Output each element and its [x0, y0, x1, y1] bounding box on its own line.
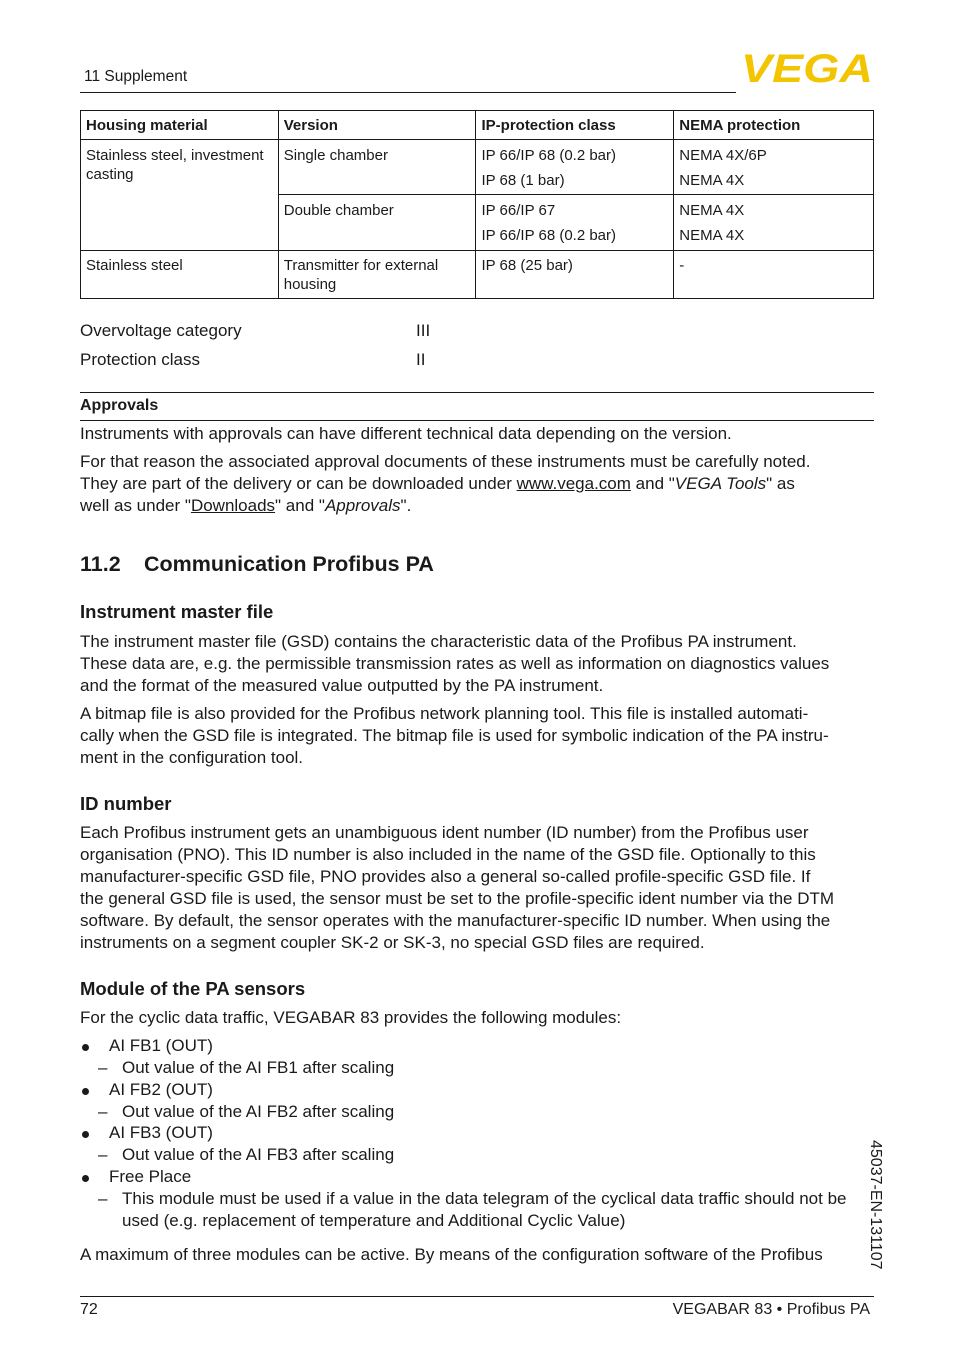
approvals-title: Approvals — [80, 397, 159, 414]
page-number: 72 — [80, 1301, 98, 1318]
nema-value: NEMA 4X/6P — [679, 147, 767, 164]
text-span: well as under " — [80, 496, 191, 515]
spec-value-overvoltage: III — [416, 321, 431, 340]
document-name: VEGABAR 83 • Profibus PA — [672, 1301, 870, 1318]
cell-version: Double chamber — [278, 195, 476, 251]
cell-material: Stainless steel, investment casting — [81, 140, 279, 251]
cell-ip — [476, 140, 674, 195]
text-line: Each Profibus instrument gets an unambiguous ident number (ID number) from the Profibus user — [80, 823, 809, 842]
bullet-icon — [82, 1131, 89, 1138]
approvals-top-rule — [80, 392, 874, 393]
master-file-paragraph-2 — [80, 703, 880, 769]
col-nema: NEMA protection — [674, 111, 874, 140]
header-rule — [80, 92, 736, 93]
ip-value: IP 66/IP 67 — [481, 202, 556, 219]
document-code — [867, 1140, 902, 1290]
modules-closing: A maximum of three modules can be active. By means of the configuration software of the Profibus — [80, 1245, 823, 1264]
master-file-heading: Instrument master file — [80, 601, 274, 622]
cell-ip: IP 68 (25 bar) — [476, 251, 674, 299]
cell-ip — [476, 195, 674, 251]
approvals-bottom-rule — [80, 420, 874, 421]
ip-value: IP 66/IP 68 (0.2 bar) — [481, 147, 617, 164]
housing-table — [80, 110, 874, 299]
cell-version: Single chamber — [278, 140, 476, 195]
ip-value: IP 66/IP 68 (0.2 bar) — [481, 227, 617, 244]
table-row — [81, 140, 874, 195]
module-label: AI FB2 (OUT) — [109, 1080, 213, 1099]
module-description: Out value of the AI FB3 after scaling — [122, 1145, 395, 1164]
col-housing-material: Housing material — [81, 111, 279, 140]
col-ip-class: IP-protection class — [476, 111, 674, 140]
downloads-link[interactable]: Downloads — [190, 496, 276, 515]
nema-value: NEMA 4X — [679, 202, 745, 219]
dash-marker: – — [98, 1102, 108, 1121]
spec-label-overvoltage: Overvoltage category — [80, 321, 242, 340]
bullet-icon — [82, 1088, 89, 1095]
module-description: Out value of the AI FB2 after scaling — [122, 1102, 395, 1121]
module-label: Free Place — [109, 1167, 192, 1186]
dash-marker: – — [98, 1145, 108, 1164]
text-line: The instrument master file (GSD) contains the characteristic data of the Profibus PA instrument. — [80, 632, 797, 651]
text-line: and the format of the measured value outputted by the PA instrument. — [80, 676, 604, 695]
spec-value-protection: II — [416, 350, 426, 369]
ip-value: IP 68 (1 bar) — [481, 172, 565, 189]
table-row — [81, 251, 874, 299]
text-line: cally when the GSD file is integrated. The bitmap file is used for symbolic indication of the PA instru- — [80, 726, 829, 745]
running-header: 11 Supplement — [84, 68, 188, 85]
text-span: ". — [400, 496, 412, 515]
module-description: This module must be used if a value in the data telegram of the cyclical data traffic should not be used (e.g. replacement of temperature and Additional Cyclic Value) — [122, 1189, 847, 1230]
id-number-heading: ID number — [80, 793, 172, 814]
text-line — [80, 495, 880, 517]
dash-marker: – — [98, 1058, 108, 1077]
master-file-paragraph-1 — [80, 631, 880, 697]
approvals-term: Approvals — [324, 496, 401, 515]
id-number-paragraph — [80, 822, 880, 954]
modules-heading: Module of the PA sensors — [80, 978, 306, 999]
approvals-paragraph-1: Instruments with approvals can have different technical data depending on the version. — [80, 424, 732, 443]
text-line: instruments on a segment coupler SK-2 or SK-3, no special GSD files are required. — [80, 933, 705, 952]
text-line: organisation (PNO). This ID number is also included in the name of the GSD file. Optionally to this — [80, 845, 816, 864]
bullet-icon — [82, 1175, 89, 1182]
approvals-paragraph-2 — [80, 451, 880, 517]
text-span: and " — [630, 474, 675, 493]
section-title: Communication Profibus PA — [144, 552, 434, 576]
module-label: AI FB3 (OUT) — [109, 1123, 213, 1142]
text-line: manufacturer-specific GSD file, PNO provides also a general so-called profile-specific GSD file. If — [80, 867, 811, 886]
cell-version: Transmitter for external housing — [278, 251, 476, 299]
bullet-icon — [82, 1044, 89, 1051]
section-number: 11.2 — [80, 552, 121, 576]
document-code-text: 45037-EN-131107 — [867, 1140, 884, 1270]
cell-nema: - — [674, 251, 874, 299]
text-line — [80, 473, 880, 495]
cell-nema — [674, 195, 874, 251]
dash-marker: – — [98, 1189, 108, 1208]
text-line: A bitmap file is also provided for the Profibus network planning tool. This file is installed automati- — [80, 704, 809, 723]
text-line: software. By default, the sensor operates with the manufacturer-specific ID number. When using the — [80, 911, 831, 930]
module-label: AI FB1 (OUT) — [109, 1036, 213, 1055]
text-span: They are part of the delivery or can be downloaded under — [80, 474, 517, 493]
logo-text: VEGA — [741, 51, 873, 85]
text-line: ment in the configuration tool. — [80, 748, 304, 767]
text-span: " and " — [275, 496, 325, 515]
text-line: These data are, e.g. the permissible transmission rates as well as information on diagnostics values — [80, 654, 830, 673]
cell-nema — [674, 140, 874, 195]
text-line: For that reason the associated approval documents of these instruments must be carefully noted. — [80, 452, 811, 471]
module-description: Out value of the AI FB1 after scaling — [122, 1058, 395, 1077]
vega-logo — [741, 51, 873, 85]
nema-value: NEMA 4X — [679, 227, 745, 244]
modules-intro: For the cyclic data traffic, VEGABAR 83 provides the following modules: — [80, 1008, 622, 1027]
text-line: the general GSD file is used, the sensor must be set to the profile-specific ident number via the DTM — [80, 889, 835, 908]
col-version: Version — [278, 111, 476, 140]
footer-rule — [80, 1296, 874, 1297]
section-heading — [80, 552, 434, 577]
vega-website-link[interactable]: www.vega.com — [516, 474, 631, 493]
nema-value: NEMA 4X — [679, 172, 745, 189]
vega-tools-term: VEGA Tools — [674, 474, 767, 493]
text-span: " as — [766, 474, 795, 493]
spec-label-protection: Protection class — [80, 350, 200, 369]
cell-material: Stainless steel — [81, 251, 279, 299]
